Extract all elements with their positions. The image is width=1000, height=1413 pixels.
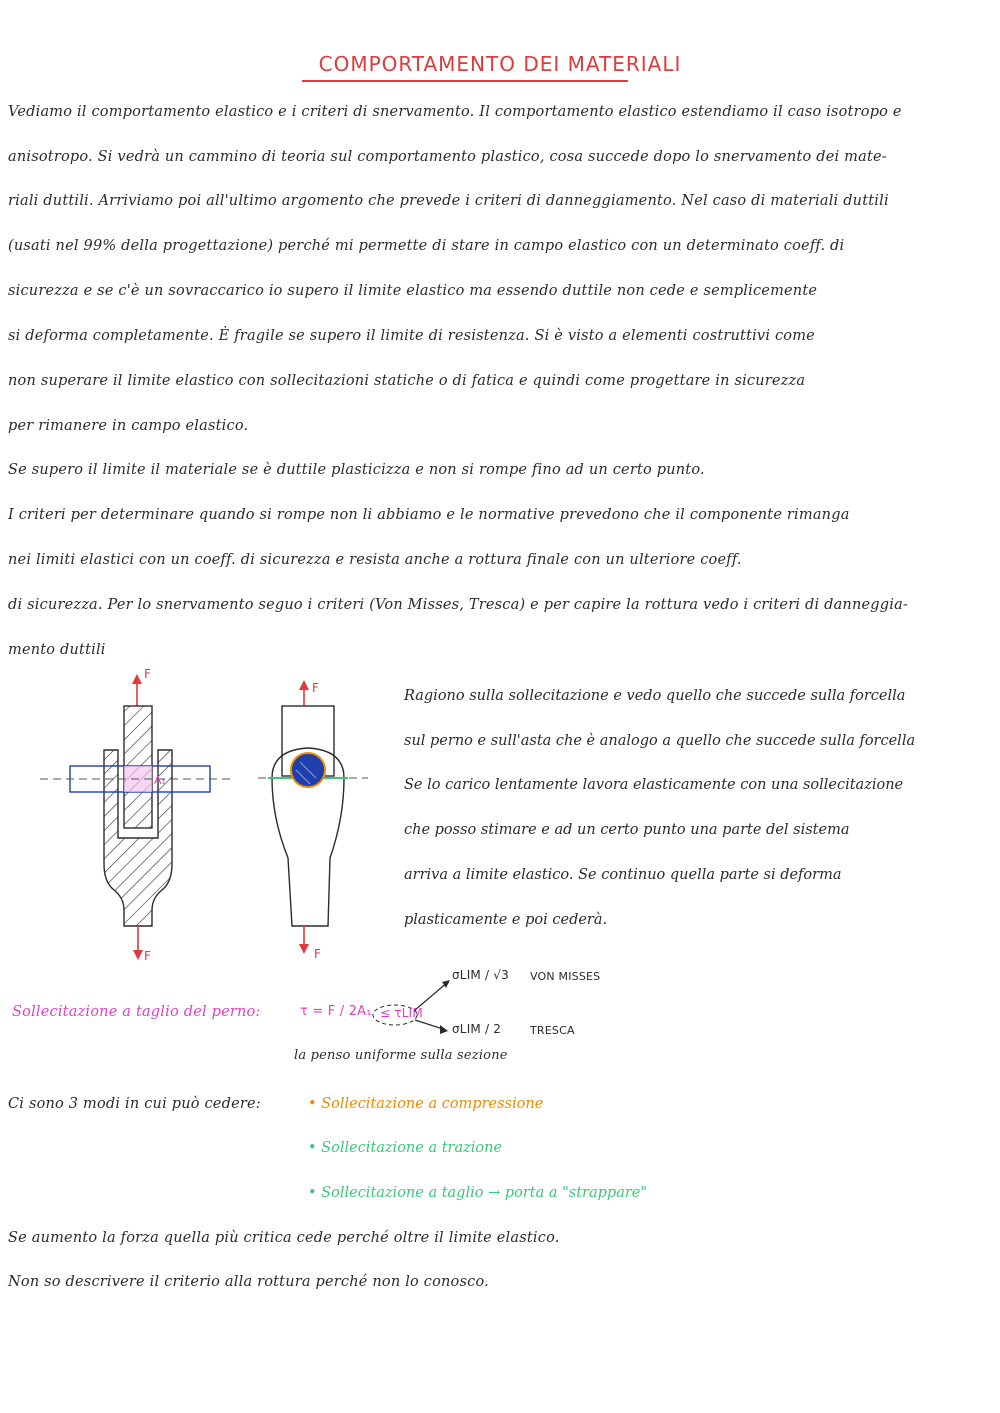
force-label-bottom: F <box>144 949 151 963</box>
shear-limit: ≤ τLIM <box>380 1006 423 1020</box>
modes-intro: Ci sono 3 modi in cui può cedere: <box>8 1096 261 1112</box>
text-line: Se lo carico lentamente lavora elasticamente con una sollecitazione <box>404 777 904 793</box>
force-label-top: F <box>312 681 319 695</box>
text-line: plasticamente e poi cederà. <box>404 912 608 928</box>
von-misses-label: VON MISSES <box>530 970 601 983</box>
tresca-label: TRESCA <box>530 1024 575 1037</box>
text-line: (usati nel 99% della progettazione) perché mi permette di stare in campo elastico con un determinato coeff. di <box>8 238 845 254</box>
page-title: COMPORTAMENTO DEI MATERIALI <box>318 52 682 76</box>
area-label: A₁ <box>154 774 166 787</box>
mode-traction: • Sollecitazione a trazione <box>308 1140 503 1156</box>
force-label-top: F <box>144 668 151 681</box>
text-line: si deforma completamente. È fragile se supero il limite di resistenza. Si è visto a elementi costruttivi come <box>8 328 815 344</box>
force-label-bottom: F <box>314 947 321 961</box>
uniform-note: la penso uniforme sulla sezione <box>294 1048 508 1063</box>
text-line: sicurezza e se c'è un sovraccarico io supero il limite elastico ma essendo duttile non cede e semplicemente <box>8 283 818 299</box>
shear-formula: τ = F / 2A₁ <box>300 1004 372 1019</box>
text-line: I criteri per determinare quando si rompe non li abbiamo e le normative prevedono che il componente rimanga <box>8 507 850 523</box>
text-line: nei limiti elastici con un coeff. di sicurezza e resista anche a rottura finale con un ulteriore coeff. <box>8 552 742 568</box>
text-line: per rimanere in campo elastico. <box>8 418 249 434</box>
von-misses-value: σLIM / √3 <box>452 968 509 982</box>
text-line: Se aumento la forza quella più critica cede perché oltre il limite elastico. <box>8 1230 560 1246</box>
text-line: anisotropo. Si vedrà un cammino di teoria sul comportamento plastico, cosa succede dopo lo snervamento dei mate- <box>8 149 887 165</box>
rod-end-pin-diagram <box>258 678 368 968</box>
text-line: mento duttili <box>8 642 106 658</box>
text-line: arriva a limite elastico. Se continuo quella parte si deforma <box>404 867 842 883</box>
title-underline <box>302 80 628 82</box>
mode-compression: • Sollecitazione a compressione <box>308 1096 544 1112</box>
shear-label: Sollecitazione a taglio del perno: <box>12 1004 261 1020</box>
text-line: Ragiono sulla sollecitazione e vedo quello che succede sulla forcella <box>404 688 906 704</box>
text-line: che posso stimare e ad un certo punto una parte del sistema <box>404 822 850 838</box>
text-line: non superare il limite elastico con sollecitazioni statiche o di fatica e quindi come progettare in sicurezza <box>8 373 806 389</box>
fork-joint-section-diagram <box>40 668 230 968</box>
text-line: Se supero il limite il materiale se è duttile plasticizza e non si rompe fino ad un certo punto. <box>8 462 705 478</box>
text-line: di sicurezza. Per lo snervamento seguo i criteri (Von Misses, Tresca) e per capire la rottura vedo i criteri di danneggia- <box>8 597 909 613</box>
text-line: sul perno e sull'asta che è analogo a quello che succede sulla forcella <box>404 733 916 749</box>
mode-shear: • Sollecitazione a taglio → porta a "strappare" <box>308 1185 648 1201</box>
text-line: Vediamo il comportamento elastico e i criteri di snervamento. Il comportamento elastico estendiamo il caso isotropo e <box>8 104 902 120</box>
tresca-value: σLIM / 2 <box>452 1022 502 1036</box>
text-line: riali duttili. Arriviamo poi all'ultimo argomento che prevede i criteri di danneggiamento. Nel caso di materiali duttili <box>8 193 889 209</box>
text-line: Non so descrivere il criterio alla rottura perché non lo conosco. <box>8 1274 489 1290</box>
